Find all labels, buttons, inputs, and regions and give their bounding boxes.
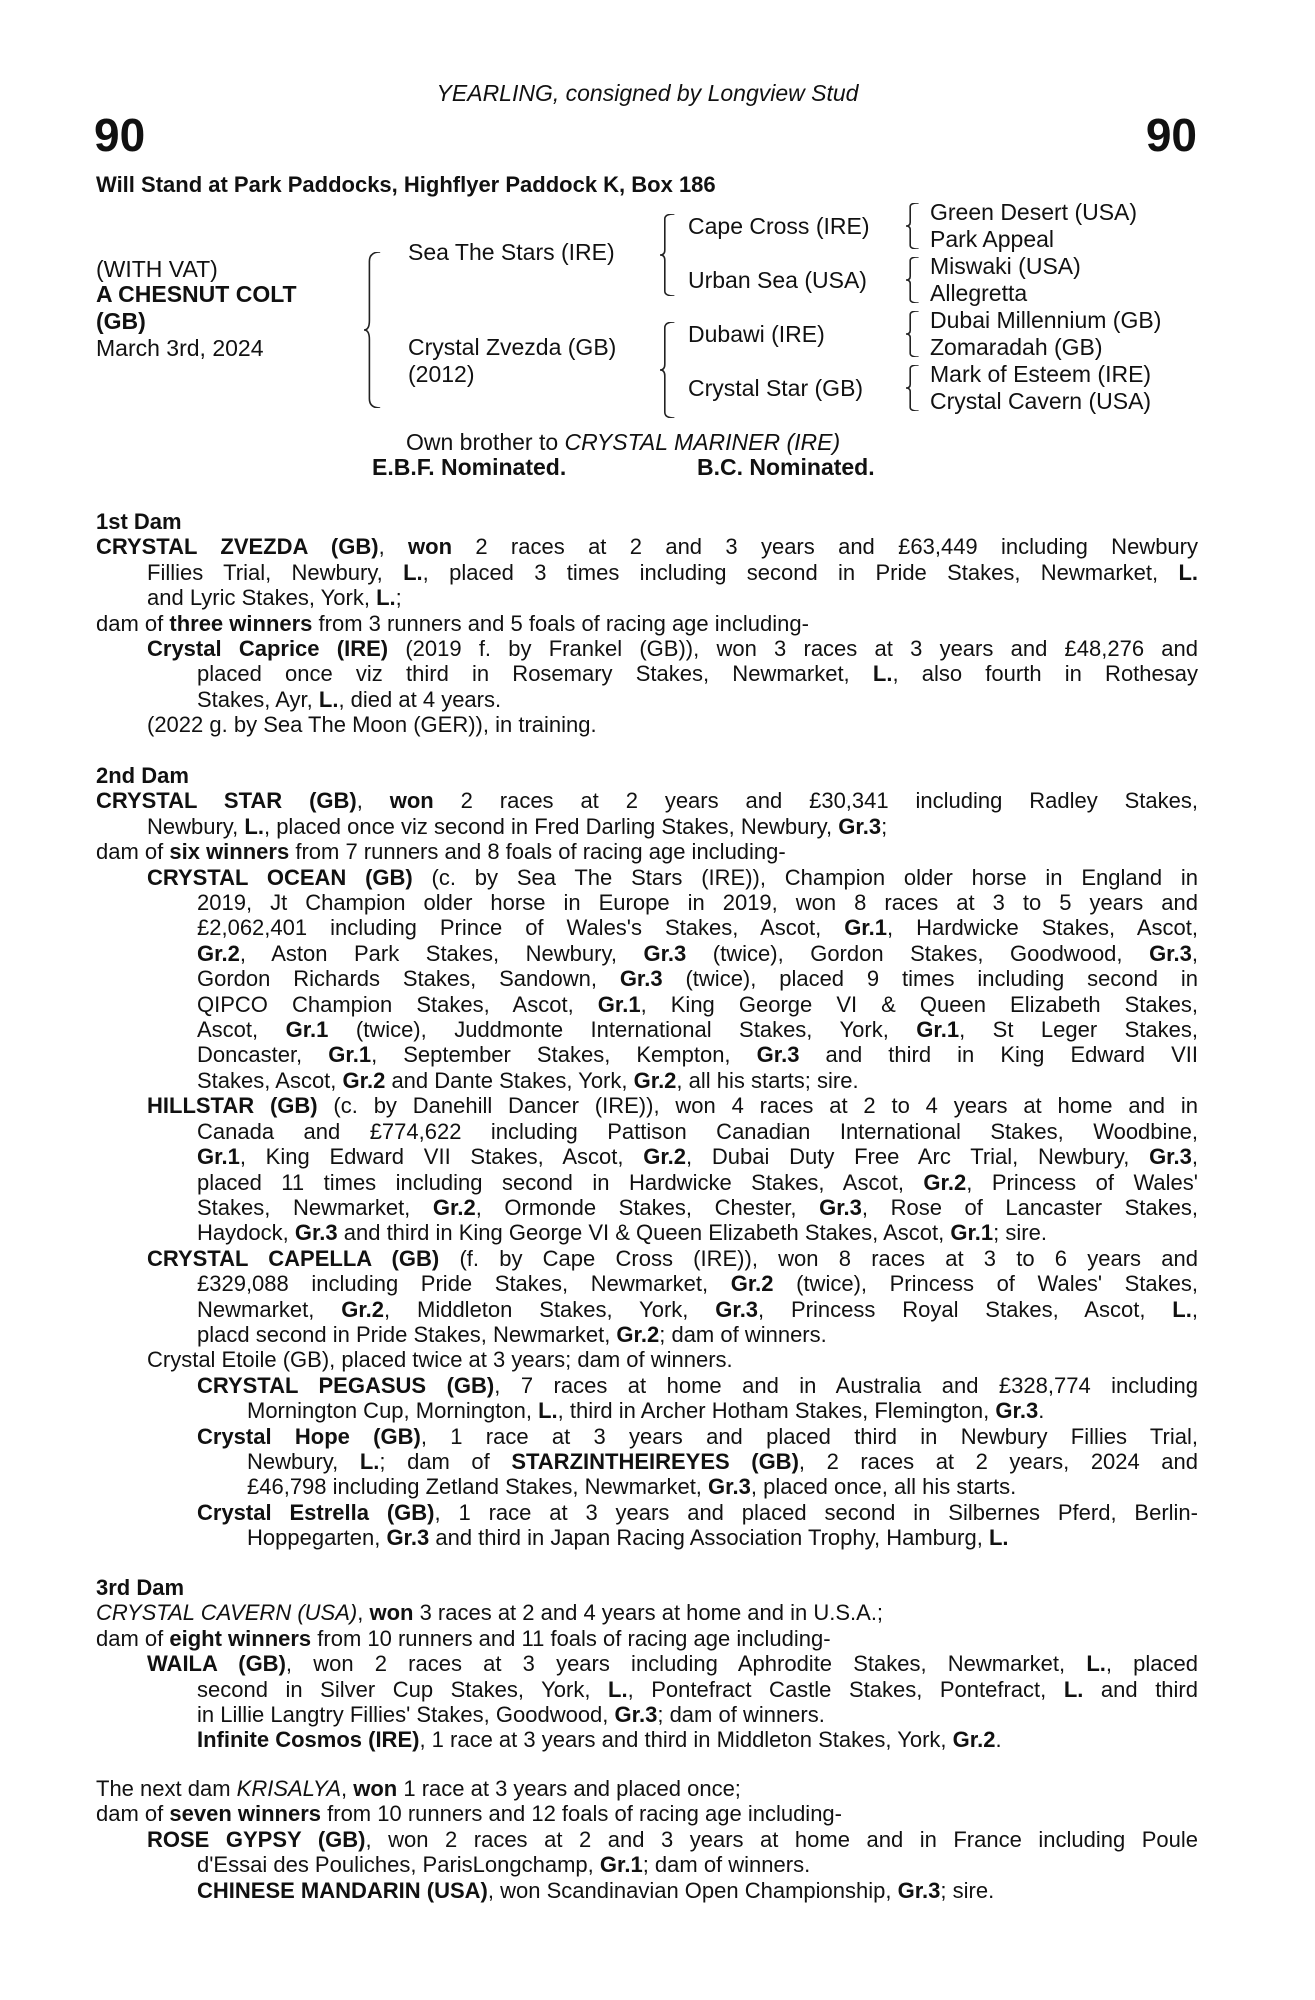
bold-text: CHINESE MANDARIN (USA): [197, 1877, 488, 1903]
bold-text: WAILA (GB): [147, 1651, 286, 1677]
bold-text: Gr.3: [1149, 1144, 1192, 1170]
text-line: [147, 1195, 1198, 1220]
text: d'Essai des Pouliches, ParisLongchamp,: [197, 1852, 600, 1878]
brace: [906, 365, 920, 411]
sire-dam: Urban Sea (USA): [688, 267, 867, 293]
text: second in Silver Cup Stakes, York,: [197, 1676, 609, 1702]
dam: Crystal Zvezda (GB): [408, 334, 617, 360]
text-line: [147, 1827, 1198, 1852]
text: Mornington Cup, Mornington,: [247, 1398, 539, 1424]
text: Haydock,: [197, 1220, 295, 1246]
text: , Hardwicke Stakes, Ascot,: [887, 915, 1198, 941]
progeny-entry: [147, 1651, 1198, 1727]
text: and Lyric Stakes, York,: [147, 585, 377, 611]
text-line: [96, 1600, 1198, 1625]
text-line: [147, 865, 1198, 890]
text-line: [96, 788, 1198, 813]
text: , 7 races at home and in Australia and £328,774 including: [494, 1372, 1198, 1398]
text: dam of: [96, 1801, 170, 1827]
bold-text: L.: [872, 661, 893, 687]
bold-text: Crystal Hope (GB): [197, 1423, 421, 1449]
text: dam of: [96, 1625, 170, 1651]
bold-text: Gr.1: [950, 1220, 994, 1246]
bold-text: won: [353, 1776, 398, 1801]
lot-number-left: 90: [94, 109, 146, 161]
text: dam of: [96, 610, 170, 636]
bold-text: won: [369, 1600, 414, 1626]
text: , Pontefract Castle Stakes, Pontefract,: [627, 1676, 1064, 1702]
text-line: [147, 1119, 1198, 1144]
text-line: [197, 1525, 1198, 1550]
bold-text: L.: [1178, 559, 1198, 585]
dam-record: [96, 534, 1198, 610]
text: ; sire.: [940, 1877, 995, 1903]
text: ;: [881, 813, 888, 839]
bold-text: Gr.3: [756, 1042, 800, 1068]
text: and third in Japan Racing Association Trophy, Hamburg,: [429, 1525, 989, 1551]
bold-text: Gr.1: [328, 1042, 372, 1068]
text-line: [147, 1093, 1198, 1118]
text: and third: [1083, 1676, 1198, 1702]
sire-brace: [660, 214, 676, 296]
text-line: [197, 1727, 1198, 1752]
text: , placed once viz second in Fred Darling Stakes, Newbury,: [263, 813, 839, 839]
text: ,: [1191, 1296, 1198, 1322]
text: 1 race at 3 years and placed once;: [397, 1776, 741, 1801]
bold-text: Gr.1: [599, 1852, 643, 1878]
progeny-entry: [147, 1347, 1198, 1372]
dam-dam: Crystal Star (GB): [688, 375, 864, 401]
text: in Lillie Langtry Fillies' Stakes, Goodwood,: [197, 1702, 615, 1728]
bold-text: STARZINTHEIREYES (GB): [511, 1448, 799, 1474]
text: from 3 runners and 5 foals of racing age including-: [312, 610, 809, 636]
bold-text: won: [408, 534, 453, 560]
bold-text: Gr.2: [341, 1296, 385, 1322]
text: (c. by Danehill Dancer (IRE)), won 4 races at 2 to 4 years at home and in: [317, 1093, 1198, 1119]
bold-text: Gr.2: [633, 1067, 677, 1093]
text-line: [147, 1246, 1198, 1271]
great-grandparent: Dubai Millennium (GB): [930, 307, 1162, 333]
text: , 1 race at 3 years and placed third in Newbury Fillies Trial,: [420, 1423, 1198, 1449]
text: and Dante Stakes, York,: [385, 1067, 634, 1093]
text-line: [147, 1677, 1198, 1702]
text: Crystal Etoile (GB), placed twice at 3 years; dam of winners.: [147, 1347, 733, 1373]
text: 2 races at 2 and 3 years and £63,449 including Newbury: [452, 534, 1198, 560]
bold-text: Gr.2: [616, 1321, 660, 1347]
text-line: [197, 1500, 1198, 1525]
bold-text: Gr.2: [643, 1144, 687, 1170]
text: Gordon Richards Stakes, Sandown,: [197, 966, 620, 992]
text-line: [147, 992, 1198, 1017]
text: from 10 runners and 11 foals of racing age including-: [311, 1625, 831, 1651]
text-line: [197, 1373, 1198, 1398]
text: The next dam: [96, 1776, 237, 1801]
dam-record: [96, 839, 1198, 864]
text: .: [995, 1727, 1002, 1753]
dam-sire: Dubawi (IRE): [688, 321, 825, 347]
bold-text: Gr.1: [197, 1144, 240, 1170]
bold-text: seven winners: [169, 1801, 322, 1827]
bold-text: L.: [1063, 1676, 1084, 1702]
bold-text: Gr.3: [838, 813, 882, 839]
bold-text: won: [389, 788, 434, 814]
text-line: [147, 1220, 1198, 1245]
section-heading: 3rd Dam: [96, 1575, 185, 1600]
page-title: YEARLING, consigned by Longview Stud: [436, 80, 859, 106]
progeny-entry: [197, 1373, 1198, 1424]
text: ; dam of winners.: [659, 1321, 827, 1347]
text: , 1 race at 3 years and third in Middleton Stakes, York,: [419, 1727, 953, 1753]
progeny-entry: [197, 1727, 1198, 1752]
own-brother-note: [406, 429, 840, 456]
text: , placed once, all his starts.: [750, 1474, 1017, 1500]
own-brother-name: CRYSTAL MARINER (IRE): [564, 429, 841, 455]
text-line: [147, 966, 1198, 991]
text: ; dam of: [379, 1448, 512, 1474]
dam-record: [96, 1776, 1198, 1801]
text: (f. by Cape Cross (IRE)), won 8 races at 3 to 6 years and: [439, 1245, 1198, 1271]
text-line: [147, 661, 1198, 686]
bold-text: six winners: [169, 839, 290, 865]
bold-text: CRYSTAL OCEAN (GB): [147, 864, 413, 890]
text: ,: [1191, 940, 1198, 966]
text-line: [96, 839, 1198, 864]
brace: [906, 311, 920, 357]
bold-text: Crystal Estrella (GB): [197, 1499, 435, 1525]
progeny-entry: [147, 712, 1198, 737]
bold-text: Gr.2: [342, 1067, 386, 1093]
text: ; dam of winners.: [657, 1702, 825, 1728]
progeny-entry: [147, 1093, 1198, 1245]
text-line: [147, 941, 1198, 966]
text: 3 races at 2 and 4 years at home and in U.S.A.;: [413, 1600, 884, 1626]
bold-text: L.: [244, 813, 264, 839]
first-dam-section: [96, 509, 1198, 738]
text-line: [147, 1702, 1198, 1727]
text-line: [147, 1170, 1198, 1195]
bold-text: CRYSTAL ZVEZDA (GB): [96, 534, 379, 560]
text: , 2 races at 2 years, 2024 and: [798, 1448, 1199, 1474]
text: , won 2 races at 2 and 3 years at home and in France including Poule: [365, 1826, 1198, 1852]
text-line: [147, 1852, 1198, 1877]
own-brother-prefix: Own brother to: [406, 429, 565, 455]
section-heading: 1st Dam: [96, 509, 182, 534]
text: from 7 runners and 8 foals of racing age including-: [289, 839, 786, 865]
vat-note: (WITH VAT): [96, 256, 218, 282]
text: , also fourth in Rothesay: [892, 661, 1199, 687]
sire-sire: Cape Cross (IRE): [688, 213, 870, 239]
dam-record: [96, 1600, 1198, 1625]
text: , Aston Park Stakes, Newbury,: [239, 940, 644, 966]
text: (2022 g. by Sea The Moon (GER)), in training.: [147, 712, 597, 738]
bold-text: L.: [988, 1525, 1009, 1551]
ebf-nomination: E.B.F. Nominated.: [372, 454, 567, 480]
bold-text: Gr.3: [294, 1220, 338, 1246]
text: (twice), Gordon Stakes, Goodwood,: [686, 940, 1150, 966]
text: ,: [1191, 1144, 1198, 1170]
bold-text: Gr.2: [432, 1194, 476, 1220]
text: £46,798 including Zetland Stakes, Newmarket,: [247, 1474, 709, 1500]
text: £2,062,401 including Prince of Wales's Stakes, Ascot,: [197, 915, 845, 941]
text: .: [1038, 1398, 1045, 1424]
text: , St Leger Stakes,: [959, 1017, 1198, 1043]
text: ; sire.: [993, 1220, 1047, 1246]
bold-text: Infinite Cosmos (IRE): [197, 1727, 420, 1753]
text: ;: [395, 585, 402, 611]
section-heading: 2nd Dam: [96, 763, 189, 788]
text-line: [147, 915, 1198, 940]
bold-text: CRYSTAL STAR (GB): [96, 788, 357, 814]
text: , won Scandinavian Open Championship,: [487, 1877, 898, 1903]
great-grandparent: Crystal Cavern (USA): [930, 388, 1152, 414]
bold-text: ROSE GYPSY (GB): [147, 1826, 366, 1852]
bold-text: eight winners: [169, 1625, 312, 1651]
text: , King George VI & Queen Elizabeth Stakes,: [640, 991, 1198, 1017]
text: ,: [341, 1776, 354, 1801]
text: , placed: [1105, 1651, 1198, 1677]
bold-text: L.: [1086, 1651, 1106, 1677]
dam-record: [96, 1801, 1198, 1826]
pedigree-brace: [364, 252, 382, 408]
text: 2019, Jt Champion older horse in Europe in 2019, won 8 races at 3 to 5 years and: [197, 890, 1198, 916]
text-line: [147, 1068, 1198, 1093]
progeny-entry: [197, 1878, 1198, 1903]
text: from 10 runners and 12 foals of racing age including-: [321, 1801, 842, 1827]
brace: [906, 257, 920, 303]
bold-text: Gr.3: [1149, 940, 1192, 966]
bold-text: Gr.2: [730, 1271, 774, 1297]
progeny-entry: [147, 1827, 1198, 1878]
stand-location: Will Stand at Park Paddocks, Highflyer Paddock K, Box 186: [96, 172, 716, 197]
text-line: [147, 636, 1198, 661]
text: (c. by Sea The Stars (IRE)), Champion older horse in England in: [412, 864, 1198, 890]
bold-text: Crystal Caprice (IRE): [147, 636, 389, 662]
bold-text: Gr.2: [923, 1169, 967, 1195]
bold-text: HILLSTAR (GB): [147, 1093, 318, 1119]
text-line: [96, 1626, 1198, 1651]
text: Stakes, Newmarket,: [197, 1194, 433, 1220]
text: , King Edward VII Stakes, Ascot,: [239, 1144, 644, 1170]
bold-text: Gr.3: [897, 1877, 941, 1903]
bold-text: Gr.3: [643, 940, 687, 966]
bold-text: Gr.3: [708, 1474, 751, 1500]
text: Hoppegarten,: [247, 1525, 387, 1551]
horse-origin: (GB): [96, 308, 146, 334]
text-line: [147, 890, 1198, 915]
lot-number-right: 90: [1145, 109, 1197, 161]
bold-text: Gr.2: [197, 940, 240, 966]
text: , Ormonde Stakes, Chester,: [475, 1194, 820, 1220]
text: , Princess Royal Stakes, Ascot,: [758, 1296, 1173, 1322]
text-line: [197, 1449, 1198, 1474]
text: Newbury,: [247, 1448, 360, 1474]
text: , won 2 races at 3 years including Aphrodite Stakes, Newmarket,: [285, 1651, 1087, 1677]
text-line: [147, 687, 1198, 712]
text-line: [96, 611, 1198, 636]
bold-text: Gr.3: [386, 1525, 430, 1551]
text-line: [96, 534, 1198, 559]
text: , September Stakes, Kempton,: [371, 1042, 757, 1068]
third-dam-section: [96, 1575, 1198, 1753]
text: QIPCO Champion Stakes, Ascot,: [197, 991, 598, 1017]
progeny-entry: [147, 1246, 1198, 1348]
text-line: [147, 1297, 1198, 1322]
text-line: [197, 1424, 1198, 1449]
bold-text: L.: [318, 686, 339, 712]
text: Fillies Trial, Newbury,: [147, 559, 404, 585]
text: £329,088 including Pride Stakes, Newmarket,: [197, 1271, 731, 1297]
bold-text: Gr.3: [715, 1296, 759, 1322]
text: and third in King George VI & Queen Elizabeth Stakes, Ascot,: [337, 1220, 951, 1246]
text-line: [197, 1474, 1198, 1499]
text: (twice), Juddmonte International Stakes, York,: [328, 1017, 917, 1043]
text: ,: [356, 788, 390, 814]
progeny-entry: [197, 1424, 1198, 1500]
bold-text: L.: [376, 585, 396, 611]
text-line: [96, 560, 1198, 585]
text-line: [147, 1042, 1198, 1067]
text: Newmarket,: [197, 1296, 342, 1322]
text: placed once viz third in Rosemary Stakes, Newmarket,: [197, 661, 873, 687]
bold-text: Gr.3: [819, 1194, 862, 1220]
text-line: [96, 1776, 1198, 1801]
sire: Sea The Stars (IRE): [408, 239, 615, 265]
dam-record: [96, 788, 1198, 839]
text: placd second in Pride Stakes, Newmarket,: [197, 1321, 617, 1347]
text-line: [147, 1322, 1198, 1347]
text-line: [96, 814, 1198, 839]
bc-nomination: B.C. Nominated.: [697, 454, 875, 480]
great-grandparent: Green Desert (USA): [930, 199, 1138, 225]
text: 2 races at 2 years and £30,341 including Radley Stakes,: [433, 788, 1198, 814]
text: Doncaster,: [197, 1042, 329, 1068]
bold-text: L.: [403, 559, 423, 585]
bold-text: CRYSTAL CAPELLA (GB): [147, 1245, 440, 1271]
progeny-entry: [147, 865, 1198, 1094]
text: Stakes, Ascot,: [197, 1067, 343, 1093]
text: and third in King Edward VII: [799, 1042, 1199, 1068]
dam-record: [96, 1626, 1198, 1651]
great-grandparent: Miswaki (USA): [930, 253, 1081, 279]
text-line: [147, 1651, 1198, 1676]
text: (twice), Princess of Wales' Stakes,: [773, 1271, 1199, 1297]
bold-text: Gr.1: [597, 991, 641, 1017]
progeny-entry: [147, 636, 1198, 712]
text: Stakes, Ayr,: [197, 686, 319, 712]
text: Canada and £774,622 including Pattison Canadian International Stakes, Woodbine,: [197, 1118, 1198, 1144]
text: (twice), placed 9 times including second in: [662, 966, 1198, 992]
text: (2019 f. by Frankel (GB)), won 3 races at 3 years and £48,276 and: [388, 636, 1198, 662]
text: , third in Archer Hotham Stakes, Flemington,: [557, 1398, 996, 1424]
text: ,: [378, 534, 409, 560]
bold-text: Gr.3: [995, 1398, 1039, 1424]
italic-text: CRYSTAL CAVERN (USA): [96, 1600, 358, 1626]
second-dam-section: [96, 763, 1198, 1551]
text: , died at 4 years.: [338, 686, 502, 712]
text: ,: [357, 1600, 370, 1626]
text: ; dam of winners.: [642, 1852, 811, 1878]
text: , placed 3 times including second in Pride Stakes, Newmarket,: [422, 559, 1179, 585]
bold-text: L.: [1172, 1296, 1192, 1322]
text: placed 11 times including second in Hardwicke Stakes, Ascot,: [197, 1169, 924, 1195]
bold-text: L.: [359, 1448, 380, 1474]
progeny-entry: [197, 1500, 1198, 1551]
text-line: [96, 585, 1198, 610]
dam-year: (2012): [408, 361, 475, 387]
great-grandparent: Park Appeal: [930, 226, 1055, 252]
foaling-date: March 3rd, 2024: [96, 335, 264, 361]
bold-text: L.: [608, 1676, 628, 1702]
brace: [906, 203, 920, 249]
text: Newbury,: [147, 813, 245, 839]
text: dam of: [96, 839, 170, 865]
bold-text: three winners: [169, 610, 313, 636]
text-line: [147, 1347, 1198, 1372]
text: , Rose of Lancaster Stakes,: [861, 1194, 1198, 1220]
bold-text: Gr.2: [952, 1727, 996, 1753]
horse-description: A CHESNUT COLT: [96, 281, 297, 307]
text-line: [147, 1271, 1198, 1296]
text: , all his starts; sire.: [676, 1067, 859, 1093]
text-line: [197, 1878, 1198, 1903]
text-line: [147, 1017, 1198, 1042]
next-dam-section: [96, 1776, 1198, 1903]
dam-brace: [660, 322, 676, 418]
text: , Middleton Stakes, York,: [384, 1296, 716, 1322]
great-grandparent: Zomaradah (GB): [930, 334, 1103, 360]
text-line: [96, 1801, 1198, 1826]
text: Ascot,: [197, 1017, 286, 1043]
text-line: [197, 1398, 1198, 1423]
dam-record: [96, 611, 1198, 636]
text-line: [147, 1144, 1198, 1169]
bold-text: Gr.3: [619, 966, 663, 992]
bold-text: Gr.3: [614, 1702, 658, 1728]
italic-text: KRISALYA: [236, 1776, 342, 1801]
text: , Princess of Wales': [966, 1169, 1198, 1195]
great-grandparent: Allegretta: [930, 280, 1028, 306]
text-line: [147, 712, 1198, 737]
great-grandparent: Mark of Esteem (IRE): [930, 361, 1152, 387]
bold-text: L.: [538, 1398, 558, 1424]
bold-text: Gr.1: [285, 1017, 329, 1043]
bold-text: Gr.1: [844, 915, 887, 941]
bold-text: Gr.1: [916, 1017, 960, 1043]
bold-text: CRYSTAL PEGASUS (GB): [197, 1372, 495, 1398]
text: , 1 race at 3 years and placed second in Silbernes Pferd, Berlin-: [434, 1499, 1198, 1525]
text: , Dubai Duty Free Arc Trial, Newbury,: [686, 1144, 1150, 1170]
